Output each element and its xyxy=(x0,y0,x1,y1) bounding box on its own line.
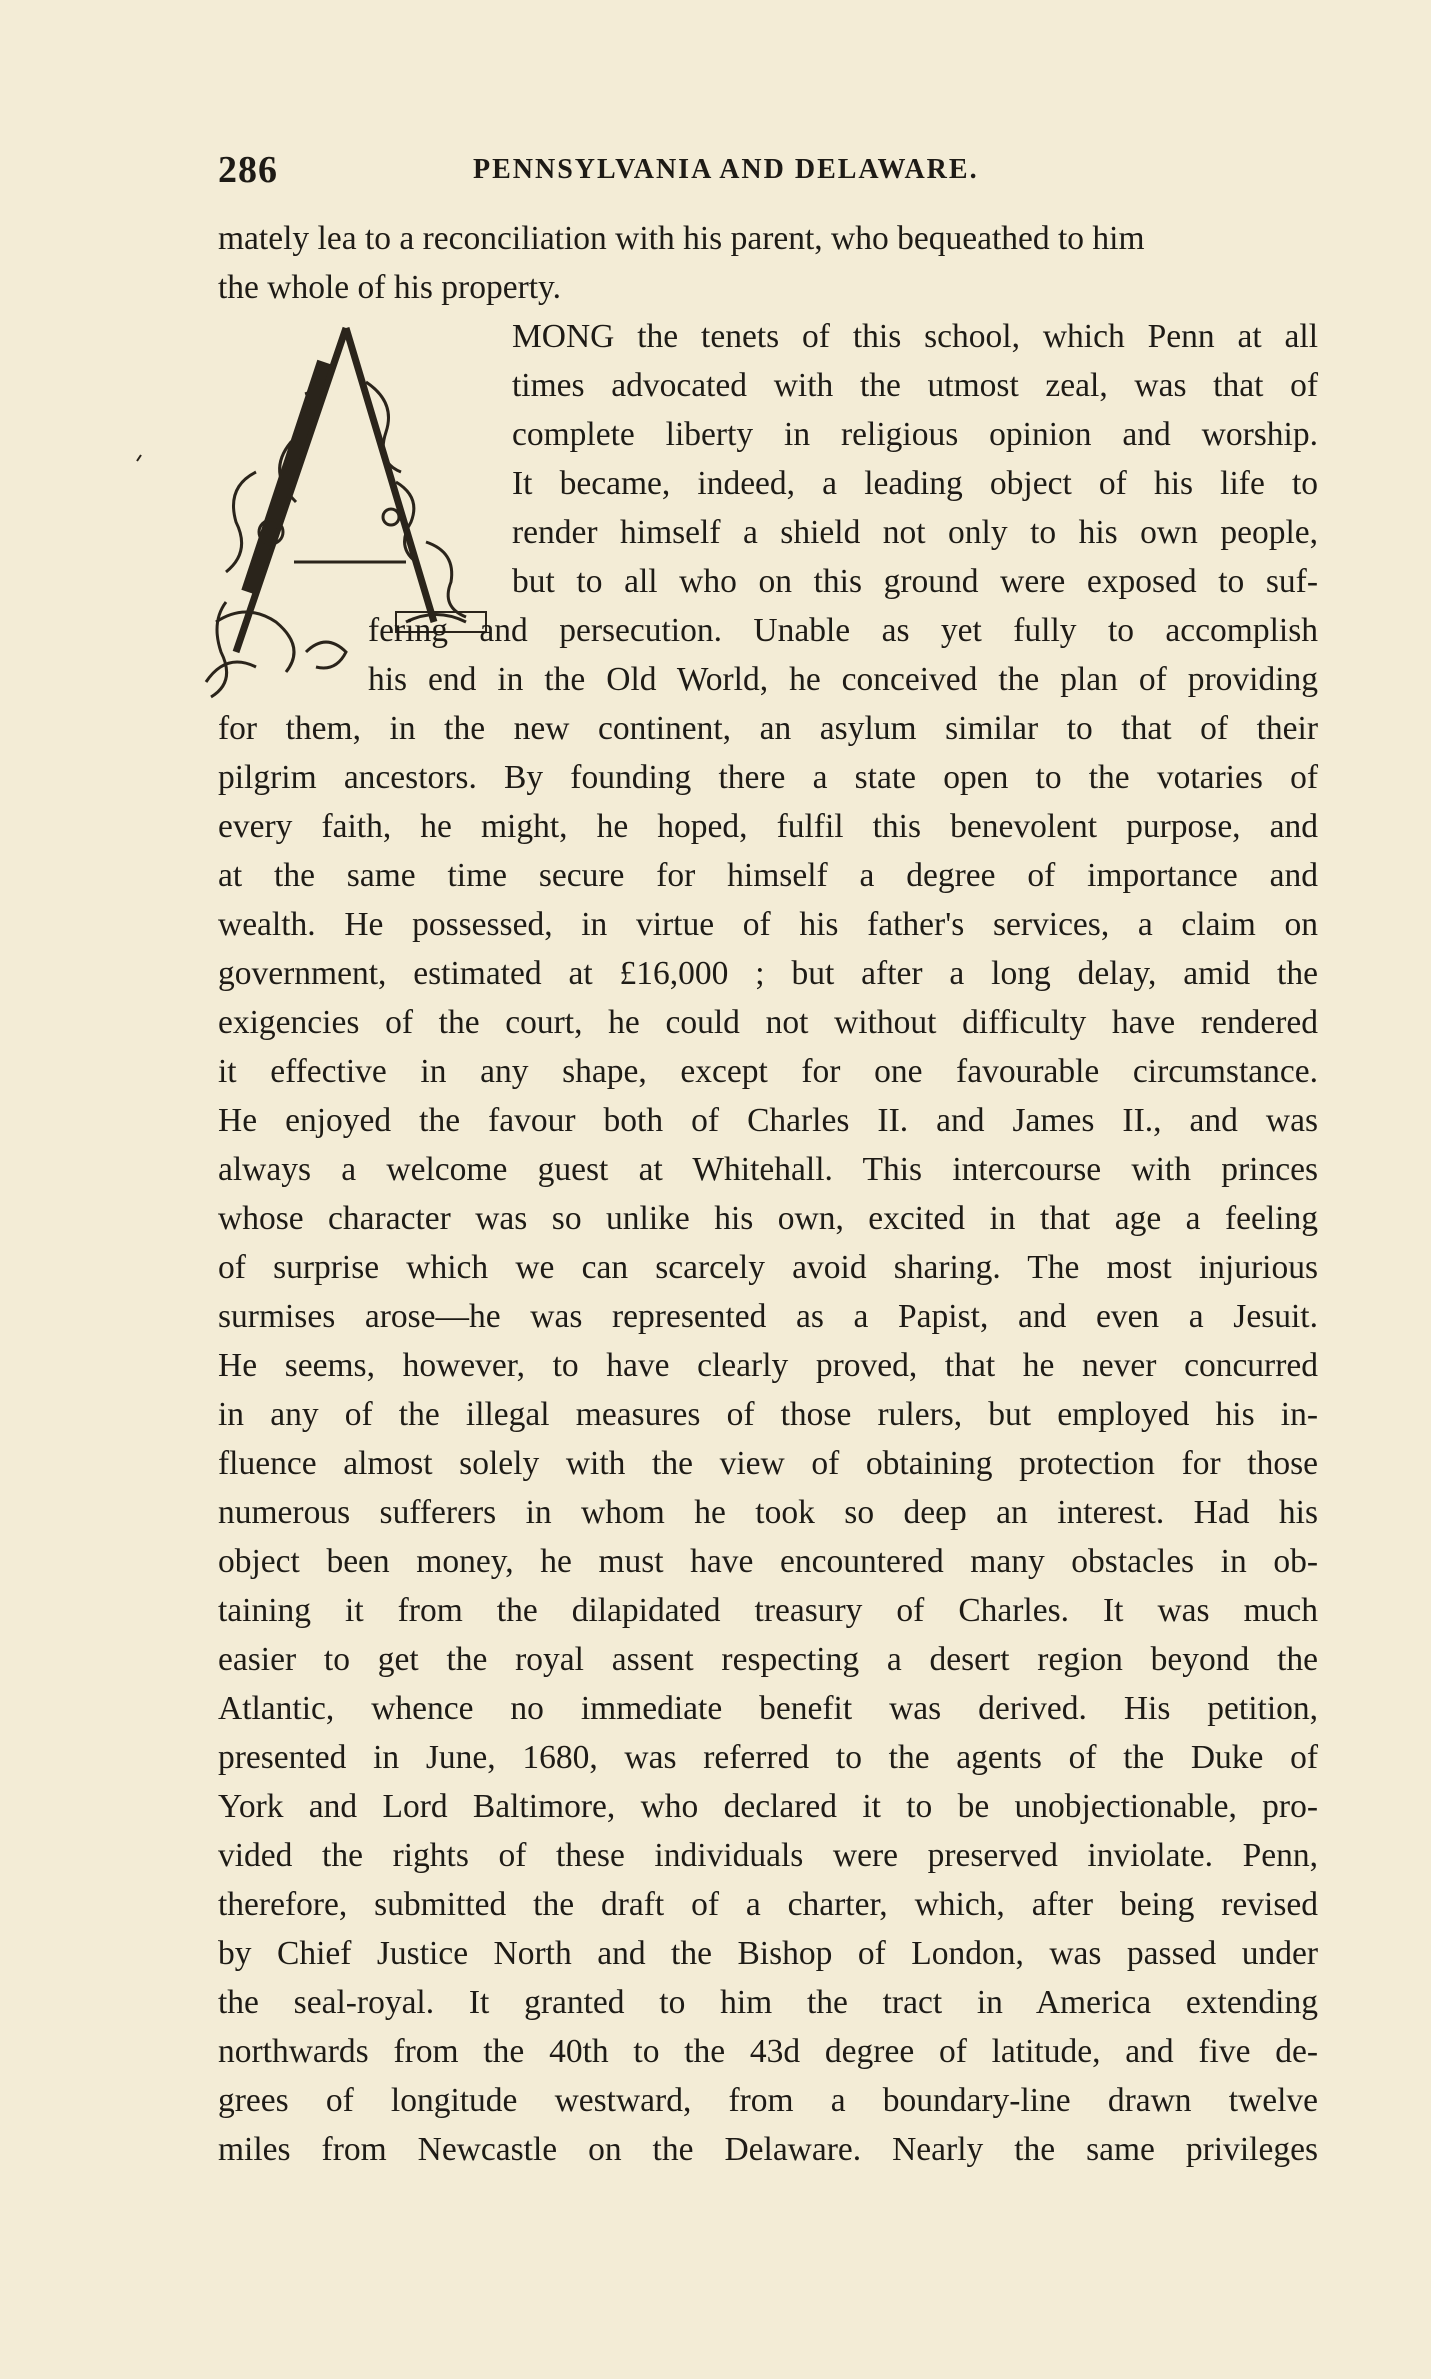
text-line: He enjoyed the favour both of Charles II. and James II., and was xyxy=(218,1102,1318,1139)
text-line: government, estimated at £16,000 ; but after a long delay, amid the xyxy=(218,955,1318,992)
text-line: MONG the tenets of this school, which Penn at all xyxy=(512,318,1318,355)
text-line: mately lea to a reconciliation with his parent, who bequeathed to him xyxy=(218,220,1145,257)
text-line: every faith, he might, he hoped, fulfil this benevolent purpose, and xyxy=(218,808,1318,845)
text-line: presented in June, 1680, was referred to the agents of the Duke of xyxy=(218,1739,1318,1776)
text-line: vided the rights of these individuals were preserved inviolate. Penn, xyxy=(218,1837,1318,1874)
text-line: whose character was so unlike his own, excited in that age a feeling xyxy=(218,1200,1318,1237)
text-line: in any of the illegal measures of those rulers, but employed his in- xyxy=(218,1396,1318,1433)
text-line: grees of longitude westward, from a boundary-line drawn twelve xyxy=(218,2082,1318,2119)
text-line: York and Lord Baltimore, who declared it to be unobjectionable, pro- xyxy=(218,1788,1318,1825)
text-line: therefore, submitted the draft of a charter, which, after being revised xyxy=(218,1886,1318,1923)
text-line: but to all who on this ground were exposed to suf- xyxy=(512,563,1318,600)
text-line: times advocated with the utmost zeal, was that of xyxy=(512,367,1318,404)
running-head xyxy=(218,148,1318,196)
text-line: object been money, he must have encountered many obstacles in ob- xyxy=(218,1543,1318,1580)
text-line: by Chief Justice North and the Bishop of London, was passed under xyxy=(218,1935,1318,1972)
text-line: his end in the Old World, he conceived the plan of providing xyxy=(368,661,1318,698)
text-line: at the same time secure for himself a degree of importance and xyxy=(218,857,1318,894)
text-line: it effective in any shape, except for one favourable circumstance. xyxy=(218,1053,1318,1090)
text-line: render himself a shield not only to his own people, xyxy=(512,514,1318,551)
text-line: surmises arose—he was represented as a Papist, and even a Jesuit. xyxy=(218,1298,1318,1335)
margin-mark xyxy=(134,450,144,460)
text-line: fluence almost solely with the view of obtaining protection for those xyxy=(218,1445,1318,1482)
text-line: the seal-royal. It granted to him the tract in America extending xyxy=(218,1984,1318,2021)
text-line: northwards from the 40th to the 43d degree of latitude, and five de- xyxy=(218,2033,1318,2070)
text-line: fering and persecution. Unable as yet fully to accomplish xyxy=(368,612,1318,649)
text-line: He seems, however, to have clearly proved, that he never concurred xyxy=(218,1347,1318,1384)
text-line: wealth. He possessed, in virtue of his father's services, a claim on xyxy=(218,906,1318,943)
page-number: 286 xyxy=(218,149,278,191)
text-line: easier to get the royal assent respecting a desert region beyond the xyxy=(218,1641,1318,1678)
text-line: numerous sufferers in whom he took so deep an interest. Had his xyxy=(218,1494,1318,1531)
text-line: complete liberty in religious opinion and worship. xyxy=(512,416,1318,453)
text-line: miles from Newcastle on the Delaware. Nearly the same privileges xyxy=(218,2131,1318,2168)
text-line: taining it from the dilapidated treasury of Charles. It was much xyxy=(218,1592,1318,1629)
text-line: It became, indeed, a leading object of his life to xyxy=(512,465,1318,502)
text-line: Atlantic, whence no immediate benefit was derived. His petition, xyxy=(218,1690,1318,1727)
text-line: pilgrim ancestors. By founding there a state open to the votaries of xyxy=(218,759,1318,796)
text-line: for them, in the new continent, an asylum similar to that of their xyxy=(218,710,1318,747)
running-title: PENNSYLVANIA AND DELAWARE. xyxy=(473,154,979,185)
text-line: always a welcome guest at Whitehall. This intercourse with princes xyxy=(218,1151,1318,1188)
text-line: of surprise which we can scarcely avoid sharing. The most injurious xyxy=(218,1249,1318,1286)
text-line: the whole of his property. xyxy=(218,269,561,306)
text-line: exigencies of the court, he could not without difficulty have rendered xyxy=(218,1004,1318,1041)
